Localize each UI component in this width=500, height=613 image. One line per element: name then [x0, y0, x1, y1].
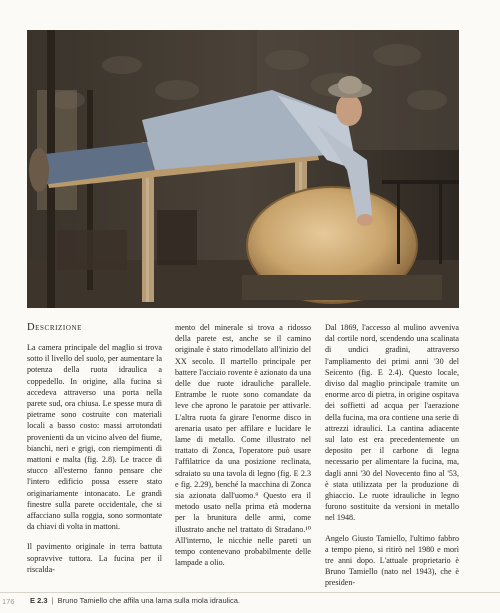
text-column-1	[27, 322, 162, 575]
caption-separator: |	[51, 596, 54, 605]
page-number: 176	[2, 597, 15, 606]
grinding-wheel-photo	[27, 30, 459, 308]
paragraph: Dal 1869, l'accesso al mulino avveniva dal cortile nord, scendendo una scalinata di undici gradini, attraverso l'ampliamento dei primi anni '30 del Seicento (fig. E 2.4). Questo locale, diviso dal maglio principale tramite un enorme arco di pietra, in origine ospitava dei soffietti ad acqua per l'aerazione della fucina, ma ora contiene una serie di attrezzi idraulici. La cantina adiacente sul lato est era precedentemente un deposito per il carbone di legna necessario per alimentare la fucina, ma, dagli anni '30 del Novecento fino al '53, è stata utilizzata per la produzione di ghiaccio. Le ruote idrauliche in legno furono sostituite da versioni in metallo nel 1948.	[325, 323, 459, 523]
section-heading: Descrizione	[27, 322, 83, 333]
caption-label: E 2.3	[30, 596, 48, 605]
figure-caption	[30, 596, 240, 605]
text-column-3	[325, 322, 459, 589]
paragraph: Angelo Giusto Tamiello, l'ultimo fabbro a tempo pieno, si ritirò nel 1980 e morì tre anni dopo. L'attuale proprietario è Bruno Tamiello (nato nel 1943), che è presiden-	[325, 533, 459, 588]
footer-divider	[0, 592, 500, 593]
caption-text: Bruno Tamiello che affila una lama sulla mola idraulica.	[57, 596, 240, 605]
paragraph: mento del minerale si trova a ridosso della parete est, anche se il camino originale è stato rimodellato all'inizio del XX secolo. Il martello principale per battere l'acciaio rovente è azionato da una delle due ruote idrauliche parallele. Entrambe le ruote sono comandate da leve che aprono le paratoie per attivarle. L'altra ruota fa girare l'enorme disco in arenaria usato per affilare e lucidare le lame di metallo. Come illustrato nel trattato di Zonca, l'operatore può usare l'affilatrice da una posizione reclinata, sdraiato su una tavola di legno (fig. E 2.3 e fig. 2.29), benché la macchina di Zonca sia azionata dall'uomo.⁹ Questo era il metodo usato nella prima età moderna per la brunitura delle armi, come illustrato anche nel trattato di Stradano.¹⁰ All'interno, le nicchie nelle pareti un tempo contenevano probabilmente delle lampade a olio.	[175, 323, 311, 568]
text-column-2	[175, 322, 311, 568]
paragraph: Il pavimento originale in terra battuta sopravvive tuttora. La fucina per il riscalda-	[27, 542, 162, 574]
paragraph: La camera principale del maglio si trova sotto il livello del suolo, per aumentare la potenza della ruota idraulica a coppedello. In origine, alla fucina si accedeva attraverso una porta nella parete sud, ora chiusa. Le spesse mura di pietrame sono costruite con materiali locali a basso costo: massi arrotondati provenienti da un vicino alveo del fiume, bianchi, neri e grigi, con riempimenti di mattoni e malta (fig. 2.8). Le tracce di stucco all'esterno fanno pensare che l'intero edificio possa essere stato originariamente intonacato. Le grandi finestre sulla parete occidentale, che si affacciano sulla roggia, sono sormontate da chiavi di volta in mattoni.	[27, 343, 162, 532]
